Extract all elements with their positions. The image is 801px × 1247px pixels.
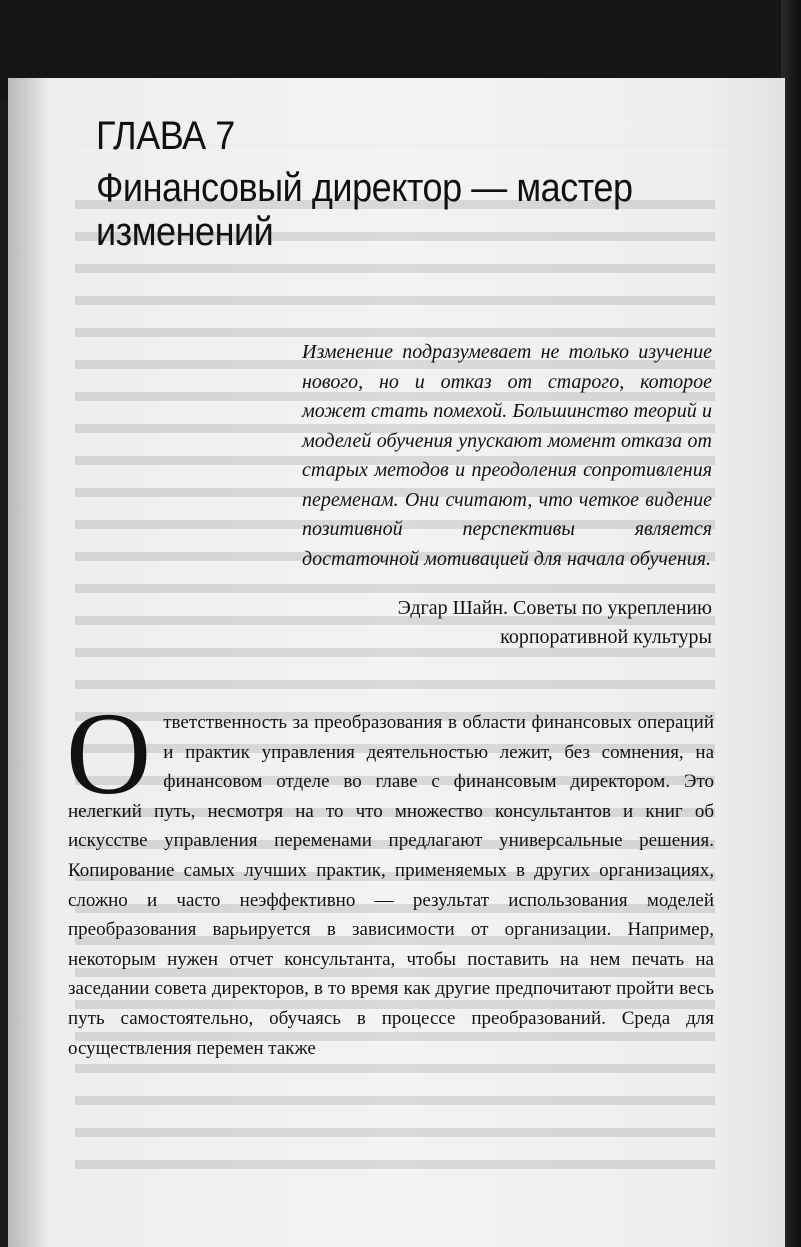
page-gutter-shadow (8, 78, 48, 1247)
drop-cap: О (66, 688, 152, 819)
chapter-title: Финансовый директор — мастер изменений (96, 166, 633, 254)
body-paragraph (66, 688, 714, 1063)
epigraph-attribution (280, 594, 712, 652)
chapter-label: ГЛАВА 7 (96, 114, 235, 158)
epigraph-quote: Изменение подразумевает не только изучение нового, но и отказ от старого, которое может стать помехой. Большинство теорий и моделей обучения упускают момент отказа от старых методов и преодоления сопротивления переменам. Они считают, что четкое видение позитивной перспективы является достаточной мотивацией для начала обучения. (302, 341, 712, 570)
body-paragraph-text: тветственность за преобразования в области финансовых операций и практик управления деятельностью лежит, без сомнения, на финансовом отделе во главе с финансовым директором. Это нелегкий путь, несмотря на то что множество консультантов и книг об искусстве управления переменами предлагают универсальные решения. Копирование самых лучших практик, применяемых в других организациях, сложно и часто неэффективно — результат использования моделей преобразования варьируется в зависимости от организации. Например, некоторым нужен отчет консультанта, чтобы поставить на нем печать на заседании совета директоров, в то время как другие предпочитают пройти весь путь самостоятельно, обучаясь в процессе преобразований. Среда для осуществления перемен также (68, 712, 714, 1059)
attribution-line-2: корпоративной культуры (500, 626, 712, 648)
attribution-line-1: Эдгар Шайн. Советы по укреплению (397, 597, 712, 619)
